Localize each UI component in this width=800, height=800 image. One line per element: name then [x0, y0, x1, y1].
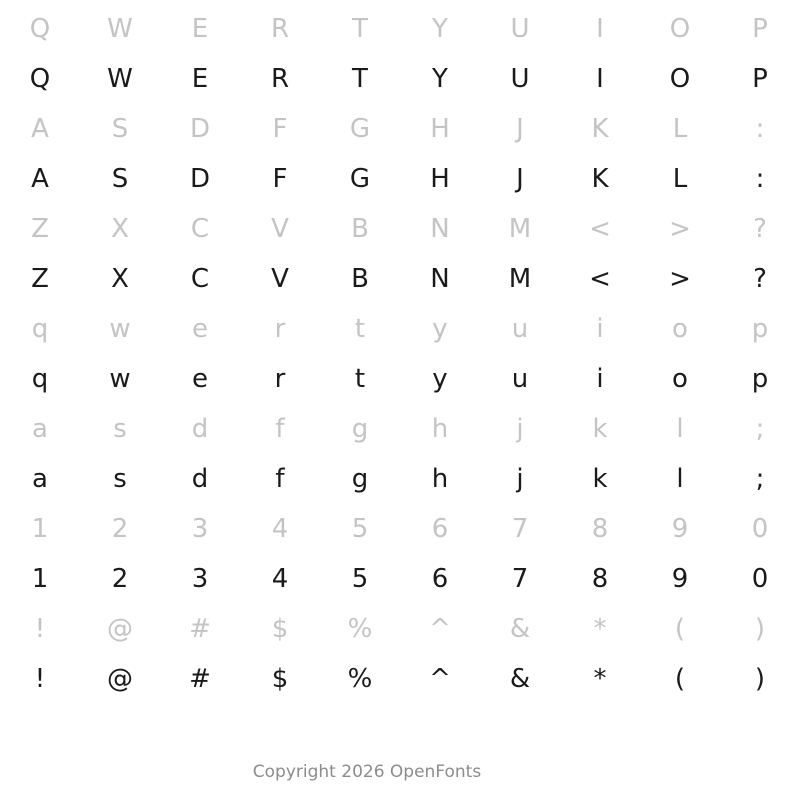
glyph-cell: O [669, 64, 691, 94]
glyph-cell: w [109, 364, 131, 394]
glyph-cell: l [676, 414, 684, 444]
glyph-cell: R [270, 64, 290, 94]
glyph-cell: W [107, 14, 133, 44]
character-row [0, 404, 800, 454]
glyph-cell: $ [271, 664, 289, 694]
glyph-cell: E [191, 64, 209, 94]
glyph-cell: V [271, 214, 289, 244]
glyph-cell: 3 [191, 514, 209, 544]
character-row [0, 604, 800, 654]
glyph-cell: P [752, 14, 768, 44]
glyph-cell: d [191, 464, 209, 494]
glyph-cell: ; [755, 414, 765, 444]
glyph-cell: * [593, 614, 607, 644]
glyph-cell: K [591, 164, 609, 194]
glyph-cell: a [32, 414, 48, 444]
character-row [0, 4, 800, 54]
glyph-cell: T [352, 64, 368, 94]
glyph-cell: s [113, 414, 127, 444]
glyph-cell: U [510, 14, 530, 44]
glyph-cell: & [509, 664, 531, 694]
glyph-cell: B [351, 214, 369, 244]
glyph-cell: u [511, 314, 529, 344]
glyph-cell: # [189, 614, 211, 644]
glyph-cell: J [516, 164, 524, 194]
glyph-cell: R [270, 14, 290, 44]
glyph-cell: ( [674, 664, 686, 694]
glyph-cell: ^ [429, 664, 451, 694]
glyph-cell: D [189, 114, 211, 144]
glyph-cell: Y [432, 14, 448, 44]
glyph-cell: S [111, 114, 129, 144]
glyph-cell: @ [107, 614, 133, 644]
glyph-cell: 2 [111, 564, 129, 594]
glyph-cell: & [509, 614, 531, 644]
glyph-cell: 6 [431, 564, 449, 594]
glyph-cell: Q [29, 14, 51, 44]
glyph-cell: 4 [271, 514, 289, 544]
glyph-cell: 0 [751, 514, 769, 544]
glyph-cell: a [32, 464, 48, 494]
character-row [0, 254, 800, 304]
glyph-cell: ) [754, 664, 766, 694]
glyph-cell: y [432, 364, 448, 394]
glyph-cell: G [349, 164, 371, 194]
glyph-cell: 7 [511, 564, 529, 594]
glyph-cell: 8 [591, 514, 609, 544]
glyph-cell: 1 [31, 564, 49, 594]
glyph-cell: A [31, 164, 49, 194]
glyph-cell: B [351, 264, 369, 294]
glyph-cell: o [672, 314, 688, 344]
glyph-cell: h [431, 414, 449, 444]
glyph-cell: * [593, 664, 607, 694]
glyph-cell: j [516, 464, 524, 494]
glyph-cell: ( [674, 614, 686, 644]
glyph-cell: g [351, 414, 369, 444]
glyph-cell: h [431, 464, 449, 494]
glyph-cell: i [596, 364, 604, 394]
glyph-cell: $ [271, 614, 289, 644]
copyright-notice [0, 762, 800, 782]
glyph-cell: C [190, 214, 210, 244]
glyph-cell: Q [29, 64, 51, 94]
glyph-cell: M [508, 214, 532, 244]
character-row [0, 454, 800, 504]
glyph-cell: 8 [591, 564, 609, 594]
glyph-cell: k [592, 464, 608, 494]
glyph-cell: q [31, 364, 49, 394]
glyph-cell: ! [34, 614, 46, 644]
glyph-cell: 4 [271, 564, 289, 594]
glyph-cell: N [430, 264, 450, 294]
glyph-cell: ^ [429, 614, 451, 644]
glyph-cell: 7 [511, 514, 529, 544]
glyph-cell: V [271, 264, 289, 294]
glyph-cell: 2 [111, 514, 129, 544]
glyph-cell: @ [107, 664, 133, 694]
glyph-cell: 5 [351, 564, 369, 594]
glyph-cell: : [755, 164, 765, 194]
glyph-cell: k [592, 414, 608, 444]
glyph-cell: T [352, 14, 368, 44]
glyph-cell: 9 [671, 564, 689, 594]
glyph-cell: j [516, 414, 524, 444]
glyph-cell: 5 [351, 514, 369, 544]
glyph-cell: q [31, 314, 49, 344]
character-row [0, 154, 800, 204]
glyph-cell: S [111, 164, 129, 194]
glyph-cell: H [430, 114, 450, 144]
glyph-cell: M [508, 264, 532, 294]
glyph-cell: ! [34, 664, 46, 694]
glyph-cell: u [511, 364, 529, 394]
glyph-cell: r [274, 314, 286, 344]
glyph-cell: O [669, 14, 691, 44]
glyph-cell: H [430, 164, 450, 194]
glyph-cell: Y [432, 64, 448, 94]
glyph-cell: Z [31, 264, 49, 294]
glyph-cell: s [113, 464, 127, 494]
glyph-cell: N [430, 214, 450, 244]
glyph-cell: I [596, 64, 604, 94]
glyph-cell: t [354, 364, 366, 394]
character-row [0, 304, 800, 354]
glyph-cell: t [354, 314, 366, 344]
glyph-cell: L [672, 164, 688, 194]
glyph-cell: f [275, 414, 285, 444]
glyph-cell: 6 [431, 514, 449, 544]
glyph-cell: o [672, 364, 688, 394]
glyph-cell: 0 [751, 564, 769, 594]
glyph-cell: y [432, 314, 448, 344]
glyph-cell: d [191, 414, 209, 444]
character-row [0, 204, 800, 254]
glyph-cell: Z [31, 214, 49, 244]
glyph-cell: U [510, 64, 530, 94]
glyph-cell: D [189, 164, 211, 194]
copyright-text: Copyright 2026 OpenFonts [252, 762, 482, 782]
glyph-cell: p [751, 364, 769, 394]
glyph-cell: F [272, 164, 288, 194]
glyph-cell: p [751, 314, 769, 344]
glyph-cell: P [752, 64, 768, 94]
glyph-cell: ? [753, 214, 767, 244]
glyph-cell: K [591, 114, 609, 144]
character-row [0, 554, 800, 604]
glyph-cell: e [192, 314, 208, 344]
character-row [0, 104, 800, 154]
character-row [0, 504, 800, 554]
glyph-cell: F [272, 114, 288, 144]
glyph-cell: e [192, 364, 208, 394]
glyph-cell: # [189, 664, 211, 694]
glyph-cell: % [347, 664, 373, 694]
glyph-cell: 1 [31, 514, 49, 544]
glyph-cell: > [669, 214, 691, 244]
glyph-cell: C [190, 264, 210, 294]
glyph-cell: > [669, 264, 691, 294]
character-row [0, 654, 800, 704]
glyph-cell: ; [755, 464, 765, 494]
glyph-cell: L [672, 114, 688, 144]
glyph-cell: < [589, 214, 611, 244]
character-row [0, 354, 800, 404]
glyph-cell: 3 [191, 564, 209, 594]
glyph-cell: r [274, 364, 286, 394]
glyph-cell: : [755, 114, 765, 144]
glyph-cell: < [589, 264, 611, 294]
glyph-cell: w [109, 314, 131, 344]
glyph-cell: X [111, 264, 129, 294]
glyph-cell: 9 [671, 514, 689, 544]
glyph-cell: f [275, 464, 285, 494]
glyph-cell: A [31, 114, 49, 144]
glyph-cell: G [349, 114, 371, 144]
glyph-cell: W [107, 64, 133, 94]
glyph-cell: E [191, 14, 209, 44]
glyph-cell: % [347, 614, 373, 644]
glyph-cell: ? [753, 264, 767, 294]
glyph-cell: l [676, 464, 684, 494]
glyph-cell: ) [754, 614, 766, 644]
character-row [0, 54, 800, 104]
glyph-cell: X [111, 214, 129, 244]
glyph-cell: I [596, 14, 604, 44]
glyph-cell: g [351, 464, 369, 494]
glyph-cell: i [596, 314, 604, 344]
glyph-cell: J [516, 114, 524, 144]
